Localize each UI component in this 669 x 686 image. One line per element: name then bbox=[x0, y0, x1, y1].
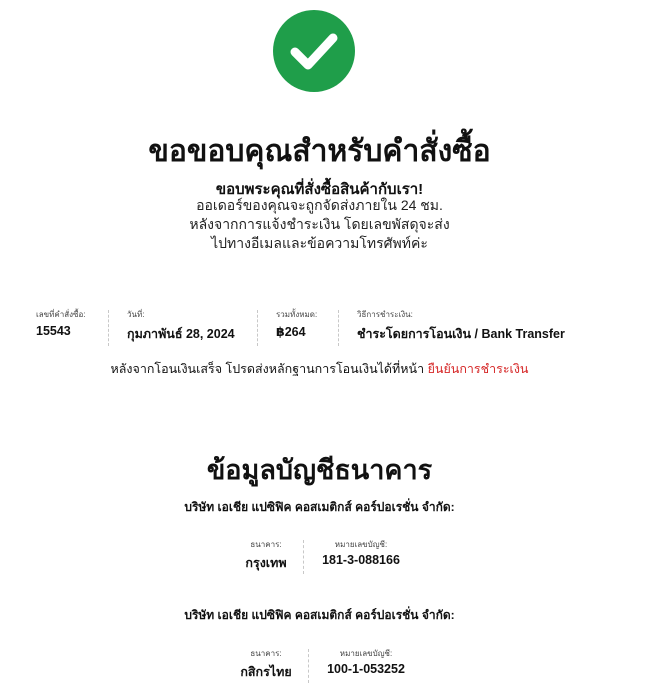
bank-name-value: กสิกรไทย bbox=[240, 665, 292, 679]
order-total-value: ฿264 bbox=[276, 325, 306, 339]
checkmark-circle-icon bbox=[273, 10, 355, 92]
account-number-value: 100-1-053252 bbox=[327, 662, 405, 676]
shipping-message-line: หลังจากการแจ้งชำระเงิน โดยเลขพัสดุจะส่ง bbox=[189, 216, 450, 232]
bank-name bbox=[224, 649, 308, 683]
account-number bbox=[303, 540, 418, 574]
order-date bbox=[108, 310, 235, 346]
order-date-label: วันที่: bbox=[127, 310, 145, 319]
payment-method-label: วิธีการชำระเงิน: bbox=[357, 310, 413, 319]
bank-name-value: กรุงเทพ bbox=[245, 556, 287, 570]
account-number-label: หมายเลขบัญชี: bbox=[334, 540, 388, 549]
payment-note bbox=[0, 359, 639, 379]
bank-name-label: ธนาคาร: bbox=[250, 649, 282, 658]
order-number bbox=[36, 310, 85, 346]
bank-account-row bbox=[224, 649, 424, 683]
success-check-icon bbox=[273, 10, 355, 92]
order-date-value: กุมภาพันธ์ 28, 2024 bbox=[127, 327, 235, 341]
order-total-label: รวมทั้งหมด: bbox=[276, 310, 318, 319]
company-name: บริษัท เอเชีย แปซิฟิค คอสเมติกส์ คอร์ปอเรชั่น จำกัด: bbox=[184, 608, 455, 622]
company-name: บริษัท เอเชีย แปซิฟิค คอสเมติกส์ คอร์ปอเรชั่น จำกัด: bbox=[184, 500, 455, 514]
confirm-payment-link[interactable]: ยืนยันการชำระเงิน bbox=[427, 362, 529, 376]
bank-name-label: ธนาคาร: bbox=[250, 540, 282, 549]
shipping-message-line: ออเดอร์ของคุณจะถูกจัดส่งภายใน 24 ชม. bbox=[196, 197, 443, 213]
account-number-value: 181-3-088166 bbox=[322, 553, 400, 567]
order-total bbox=[257, 310, 317, 346]
order-number-value: 15543 bbox=[36, 324, 71, 338]
payment-note-text: หลังจากโอนเงินเสร็จ โปรดส่งหลักฐานการโอนเงินได้ที่หน้า bbox=[110, 362, 425, 376]
bank-section-title: ข้อมูลบัญชีธนาคาร bbox=[206, 455, 433, 485]
account-number bbox=[308, 649, 423, 683]
shipping-message-line: ไปทางอีเมลและข้อความโทรศัพท์ค่ะ bbox=[211, 235, 428, 251]
page-subtitle: ขอบพระคุณที่สั่งซื้อสินค้ากับเรา! bbox=[215, 181, 424, 198]
payment-method-value: ชำระโดยการโอนเงิน / Bank Transfer bbox=[357, 327, 565, 341]
payment-method bbox=[338, 310, 565, 346]
shipping-message bbox=[0, 196, 639, 253]
bank-account-row bbox=[229, 540, 419, 574]
order-number-label: เลขที่คำสั่งซื้อ: bbox=[36, 310, 86, 319]
bank-name bbox=[229, 540, 303, 574]
account-number-label: หมายเลขบัญชี: bbox=[339, 649, 393, 658]
page-title: ขอขอบคุณสำหรับคำสั่งซื้อ bbox=[148, 135, 491, 168]
